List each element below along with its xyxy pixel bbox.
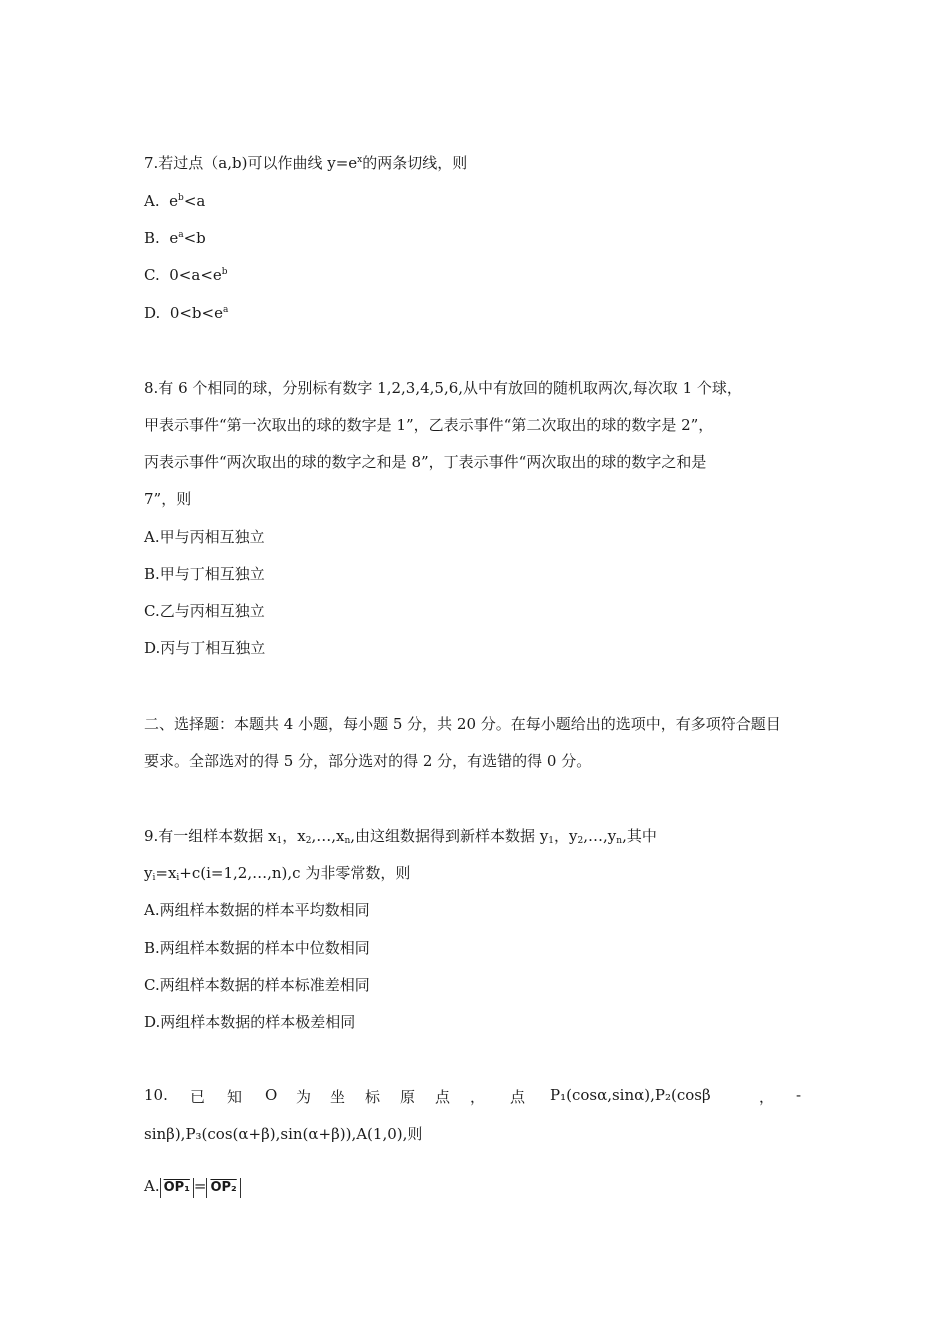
- q8-option-a: A.甲与丙相互独立: [144, 528, 265, 546]
- q9-option-c: C.两组样本数据的样本标准差相同: [144, 976, 370, 994]
- q8-stem-line-3: 丙表示事件“两次取出的球的数字之和是 8”，丁表示事件“两次取出的球的数字之和是: [144, 453, 707, 471]
- q10-stem-line-2: sinβ),P₃(cos(α+β),sin(α+β)),A(1,0),则: [144, 1125, 423, 1143]
- q10-token: 为: [296, 1088, 312, 1106]
- q8-option-d: D.丙与丁相互独立: [144, 639, 266, 657]
- q10-token: 已: [190, 1088, 206, 1106]
- q10-token: ，: [470, 1088, 486, 1106]
- q9-stem-line-2: $y_i=x_i+c(i=1,2,\dots,n),c$ 为非零常数，则: [144, 864, 411, 883]
- q7-option-a: A. $e^b<a$: [144, 192, 206, 210]
- q10-token: 原: [400, 1088, 416, 1106]
- q8-stem-line-4: 7”，则: [144, 490, 192, 508]
- q8-stem-line-2: 甲表示事件“第一次取出的球的数字是 1”，乙表示事件“第二次取出的球的数字是 2”，: [144, 416, 714, 434]
- q9-option-b: B.两组样本数据的样本中位数相同: [144, 939, 370, 957]
- q10-token: P₁(cosα,sinα),P₂(cosβ: [550, 1086, 711, 1104]
- q8-stem-line-1: 8.有 6 个相同的球，分别标有数字 1,2,3,4,5,6,从中有放回的随机取两次,每次取 1 个球，: [144, 379, 742, 397]
- q9-option-a: A.两组样本数据的样本平均数相同: [144, 901, 370, 919]
- vector-op1-magnitude: OP₁: [160, 1178, 194, 1198]
- q10-option-a-label: A.: [144, 1177, 160, 1195]
- q10-token: ，: [759, 1088, 775, 1106]
- q10-token: 坐: [330, 1088, 346, 1106]
- q10-token: O: [265, 1086, 278, 1104]
- section2-instructions-line-2: 要求。全部选对的得 5 分，部分选对的得 2 分，有选错的得 0 分。: [144, 752, 592, 770]
- vector-op2-magnitude: OP₂: [206, 1178, 240, 1198]
- q8-option-b: B.甲与丁相互独立: [144, 565, 265, 583]
- q7-option-b: B. $e^a<b$: [144, 229, 206, 247]
- q7-stem: 7.若过点（a,b)可以作曲线 $y=e^x$的两条切线，则: [144, 154, 468, 172]
- q10-option-a: [144, 1176, 241, 1198]
- q10-token: 知: [227, 1088, 243, 1106]
- section2-instructions-line-1: 二、选择题：本题共 4 小题，每小题 5 分，共 20 分。在每小题给出的选项中，有多项符合题目: [144, 715, 781, 733]
- q10-token: 点: [510, 1088, 526, 1106]
- q10-token: 标: [365, 1088, 381, 1106]
- q10-stem-line-1: [144, 1086, 809, 1108]
- q7-option-d: D. $0<b<e^a$: [144, 304, 229, 322]
- q9-stem-line-1: 9.有一组样本数据 $x_1$，$x_2,\dots,x_n$,由这组数据得到新样本数据 $y_1$，$y_2,\dots,y_n$,其中: [144, 827, 657, 846]
- q9-option-d: D.两组样本数据的样本极差相同: [144, 1013, 356, 1031]
- q8-option-c: C.乙与丙相互独立: [144, 602, 265, 620]
- q10-token: 点: [435, 1088, 451, 1106]
- equals-sign: =: [193, 1177, 207, 1195]
- q10-token: -: [796, 1086, 802, 1104]
- q7-option-c: C. $0<a<e^b$: [144, 266, 228, 284]
- q10-token: 10.: [144, 1086, 168, 1104]
